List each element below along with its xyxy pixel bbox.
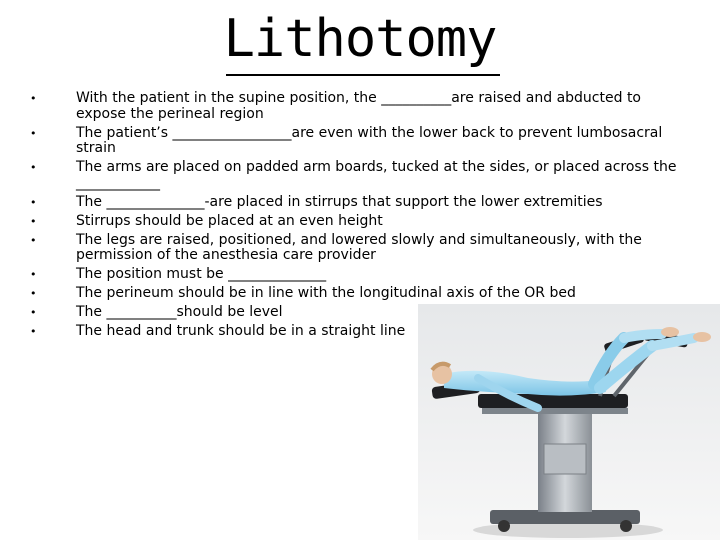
bullet-text: The ______________-are placed in stirrups that support the lower extremities [76,193,603,210]
title-underline [226,74,500,76]
lithotomy-illustration [418,304,720,540]
bullet-text: The arms are placed on padded arm boards, tucked at the sides, or placed across the ____________ [76,159,677,191]
bullet-text: The position must be ______________ [76,266,327,282]
bullet-dot: • [30,92,37,105]
bullet-dot: • [30,161,37,174]
bullet-text: The __________should be level [76,304,283,320]
bullet-text: The legs are raised, positioned, and lowered slowly and simultaneously, with the permission of the anesthesia care provider [76,231,642,263]
bullet-dot: • [30,325,37,338]
bullet-text: The patient’s _________________are even with the lower back to prevent lumbosacral strain [76,124,663,156]
bullet-item [24,267,694,283]
bullet-text: The perineum should be in line with the longitudinal axis of the OR bed [76,285,576,301]
slide-title: Lithotomy [223,9,497,69]
bullet-dot: • [30,195,37,209]
bullet-item [24,233,694,264]
bullet-item [24,126,694,157]
bullet-dot: • [30,233,37,247]
bullet-text: Stirrups should be placed at an even height [76,212,383,229]
bullet-item [24,286,694,302]
bullet-text: The head and trunk should be in a straight line [76,323,406,339]
bullet-item [24,160,694,191]
bullet-dot: • [30,126,37,140]
bullet-dot: • [30,214,37,228]
bullet-item [24,195,694,211]
bullet-item [24,91,694,122]
bullet-item [24,214,694,230]
lithotomy-position-photo [418,304,720,540]
bullet-dot: • [30,306,37,319]
bullet-text: With the patient in the supine position, the __________are raised and abducted to expose the perineal region [76,90,641,122]
bullet-dot: • [30,268,37,281]
bullet-dot: • [30,287,37,300]
